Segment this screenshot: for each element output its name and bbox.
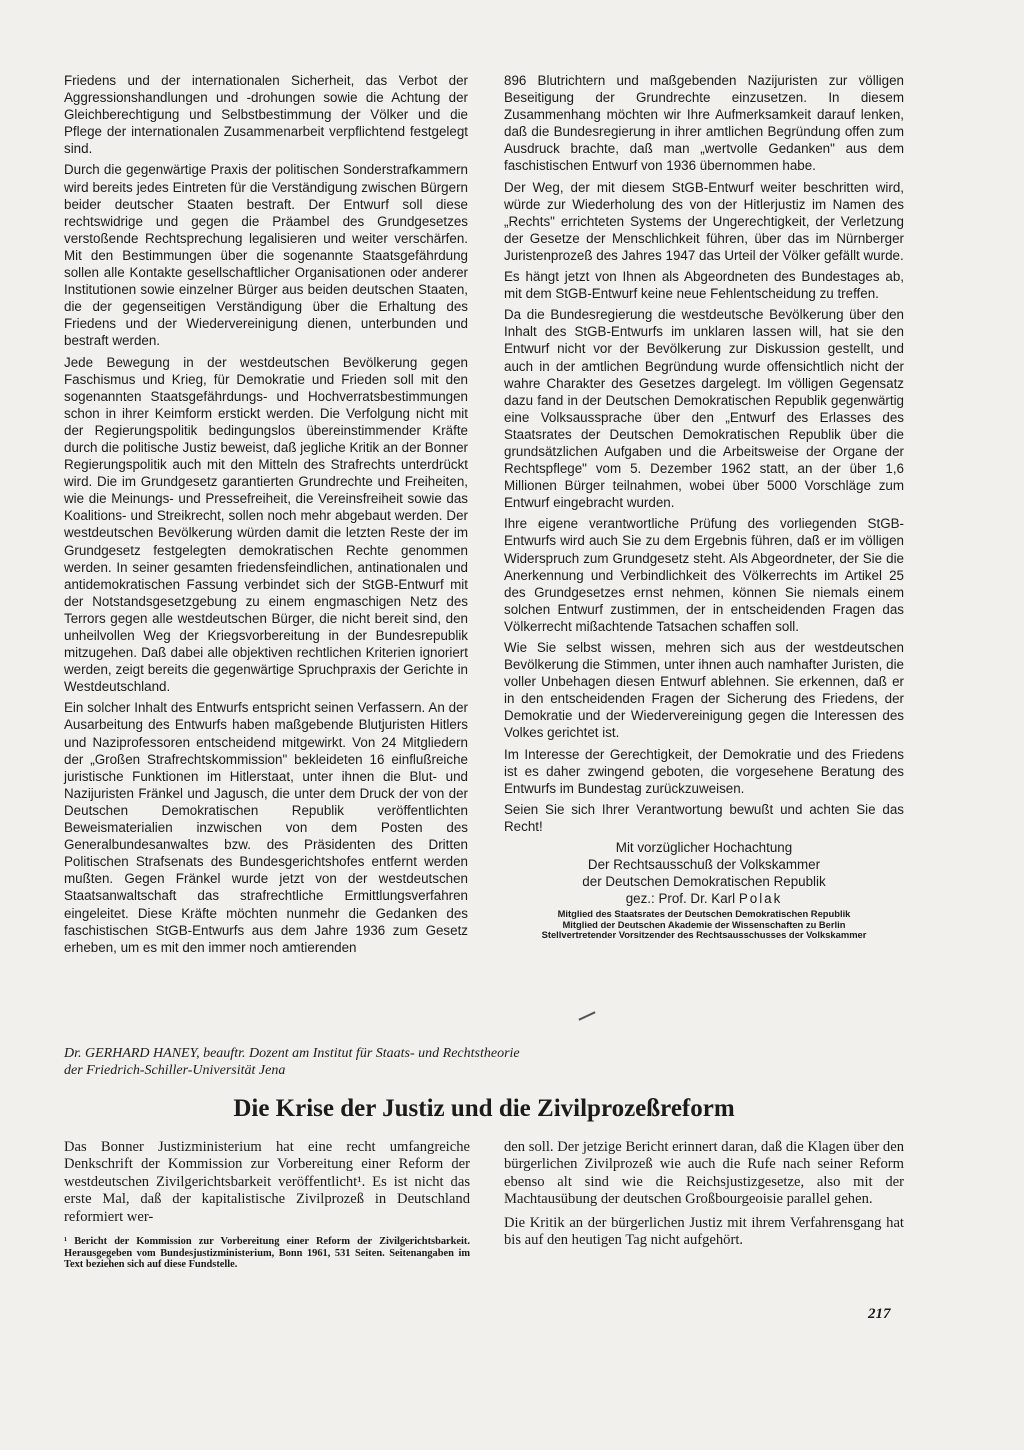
paragraph: Die Kritik an der bürgerlichen Justiz mit ihrem Verfahrensgang hat bis auf den heutigen Tag nicht aufgehört. — [504, 1214, 904, 1249]
paragraph: Im Interesse der Gerechtigkeit, der Demokratie und des Friedens ist es daher zwingend geboten, die vorgesehene Beratung des Entwurfs im Bundestag zurückzuweisen. — [504, 746, 904, 796]
paragraph: Der Weg, der mit diesem StGB-Entwurf weiter beschritten wird, würde zur Wiederholung des von der Hitlerjustiz im Namen des „Rechts" errichteten Systems der Ungerechtigkeit, der Verletzung der Gesetze der Menschlichkeit führen, über das im Nürnberger Juristenprozeß des Jahres 1947 das Urteil der Völker gefällt wurde. — [504, 179, 904, 263]
signature-title: Stellvertretender Vorsitzender des Rechtsausschusses der Volkskammer — [541, 929, 867, 941]
signature-title: Mitglied der Deutschen Akademie der Wissenschaften zu Berlin — [562, 918, 846, 930]
signature-block — [504, 839, 904, 941]
byline-line: Dr. GERHARD HANEY, beauftr. Dozent am Institut für Staats- und Rechtstheorie — [64, 1046, 520, 1061]
paragraph: Ihre eigene verantwortliche Prüfung des vorliegenden StGB-Entwurfs wird auch Sie zu dem Ergebnis führen, daß er im völligen Widerspruch zum Grundgesetz steht. Als Abgeordneter, der Sie die Anerkennung und Verbindlichkeit des Völkerrechts im Artikel 25 des Grundgesetzes ernst nehmen, können Sie niemals einem solchen Entwurf zustimmen, der in entscheidenden Fragen das Völkerrecht mißachtende Tatsachen schaffen soll. — [504, 516, 904, 634]
left-column-bottom — [64, 1139, 470, 1277]
paragraph: Ein solcher Inhalt des Entwurfs entspricht seinen Verfassern. An der Ausarbeitung des Entwurfs haben maßgebende Blutjuristen Hitlers und Naziprofessoren entscheidend mitgewirkt. Von 24 Mitgliedern der „Großen Strafrechtskommission" bekleideten 16 einflußreiche juristische Funktionen im Hitlerstaat, unter ihnen die Blut- und Nazijuristen Fränkel und Jagusch, die unter dem Druck der von der Deutschen Demokratischen Republik veröffentlichten Beweismaterialien inzwischen von dem Posten des Generalbundesanwaltes bzw. des Präsidenten des Dritten Politischen Strafsenats des Bundesgerichtshofes entfernt werden mußten. Gegen Fränkel wurde jetzt von der westdeutschen Staatsanwaltschaft das strafrechtliche Ermittlungsverfahren eingeleitet. Diese Kräfte möchten nunmehr die Gedanken des faschistischen StGB-Entwurfs aus dem Jahre 1936 zum Gesetz erheben, um es mit den immer noch amtierenden — [64, 700, 468, 955]
signature-org-line: der Deutschen Demokratischen Republik — [582, 874, 826, 890]
right-column-top — [504, 72, 904, 941]
paragraph: den soll. Der jetzige Bericht erinnert daran, daß die Klagen über den bürgerlichen Zivilprozeß wie auch die Rufe nach seiner Reform ebenso alt sind wie die Reichsjustizgesetze, also mit der Machtausübung der deutschen Großbourgeoisie parallel gehen. — [504, 1139, 904, 1208]
paragraph: Das Bonner Justizministerium hat eine recht umfangreiche Denkschrift der Kommission zur Vorbereitung einer Reform der westdeutschen Zivilgerichtsbarkeit veröffentlicht¹. Es ist nicht das erste Mal, daß der kapitalistische Zivilprozeß in Deutschland reformiert wer- — [64, 1139, 470, 1225]
footnote: ¹ Bericht der Kommission zur Vorbereitung einer Reform der Zivilgerichtsbarkeit. Herausgegeben vom Bundesjustizministerium, Bonn 1961, 531 Seiten. Seitenangaben im Text beziehen sich auf diese Fundstelle. — [64, 1236, 470, 1271]
paragraph: Da die Bundesregierung die westdeutsche Bevölkerung über den Inhalt des StGB-Entwurfs im unklaren lassen will, hat sie den Entwurf nicht vor der Bevölkerung zur Diskussion gestellt, und auch in der amtlichen Begründung wurde offensichtlich nicht der wahre Charakter des Gesetzes dargelegt. Im völligen Gegensatz dazu fand in der Deutschen Demokratischen Republik gegenwärtig eine Volksaussprache über den „Entwurf des Erlasses des Staatsrates der Deutschen Demokratischen Republik über die grundsätzlichen Aufgaben und die Arbeitsweise der Organe der Rechtspflege" vom 5. Dezember 1962 statt, an der über 1,6 Millionen Bürger teilnahmen, wobei über 5000 Vorschläge zum Entwurf eingebracht wurden. — [504, 307, 904, 511]
pen-mark — [578, 1011, 595, 1020]
signature-name: Polak — [738, 891, 783, 907]
right-column-bottom — [504, 1139, 904, 1255]
paragraph: Wie Sie selbst wissen, mehren sich aus der westdeutschen Bevölkerung die Stimmen, unter ihnen auch namhafter Juristen, die voller Unbehagen diesen Entwurf ablehnen. Sie erkennen, daß er in den entscheidenden Fragen der Sicherung des Friedens, der Demokratie und der Wiedervereinigung gegen die Interessen des Volkes gerichtet ist. — [504, 640, 904, 741]
left-column-top — [64, 72, 468, 960]
paragraph: Friedens und der internationalen Sicherheit, das Verbot der Aggressionshandlungen und -drohungen sowie die Achtung der Gleichberechtigung und Selbstbestimmung der Völker und die Pflege der internationalen Zusammenarbeit verpflichtend festgelegt sind. — [64, 73, 468, 157]
byline-line: der Friedrich-Schiller-Universität Jena — [64, 1063, 286, 1078]
signature-closing: Mit vorzüglicher Hochachtung — [615, 840, 793, 856]
paragraph: Seien Sie sich Ihrer Verantwortung bewußt und achten Sie das Recht! — [504, 801, 904, 834]
paragraph: Durch die gegenwärtige Praxis der politischen Sonderstrafkammern wird bereits jedes Eintreten für die Verständigung zwischen Bürgern beider deutscher Staaten bestraft. Der Entwurf soll diese rechtswidrige und gegen die Präambel des Grundgesetzes verstoßende Rechtsprechung legalisieren und weiter verschärfen. Mit den Bestimmungen über die sogenannte Staatsgefährdung sollen alle Kontakte gesellschaftlicher Organisationen oder anderer Institutionen sowie einzelner Bürger aus beiden deutschen Staaten, die der gegenseitigen Verständigung über die Erhaltung des Friedens und der Wiedervereinigung dienen, unterbunden und bestraft werden. — [64, 162, 468, 349]
author-byline — [64, 1045, 944, 1079]
page-number: 217 — [868, 1306, 891, 1322]
article-title: Die Krise der Justiz und die Zivilprozeßreform — [233, 1095, 735, 1122]
signature-title: Mitglied des Staatsrates der Deutschen Demokratischen Republik — [557, 908, 851, 920]
signature-prefix: gez.: Prof. Dr. Karl — [625, 891, 739, 907]
paragraph: 896 Blutrichtern und maßgebenden Nazijuristen zur völligen Beseitigung der Grundrechte einzusetzen. In diesem Zusammenhang möchten wir Ihre Aufmerksamkeit darauf lenken, daß die Bundesregierung in ihrer amtlichen Begründung offen zum Ausdruck brachte, daß man „wertvolle Gedanken" aus dem faschistischen Entwurf von 1936 übernommen habe. — [504, 73, 904, 174]
paragraph: Es hängt jetzt von Ihnen als Abgeordneten des Bundestages ab, mit dem StGB-Entwurf keine neue Fehlentscheidung zu treffen. — [504, 269, 904, 302]
paragraph: Jede Bewegung in der westdeutschen Bevölkerung gegen Faschismus und Krieg, für Demokratie und Frieden soll mit den sogenannten Staatsgefährdungs- und Hochverratsbestimmungen schon in ihrer Keimform erstickt werden. Die Verfolgung nicht mit der Regierungspolitik bedingungslos übereinstimmender Kräfte durch die politische Justiz beweist, daß jegliche Kritik an der Bonner Regierungspolitik auch mit den Mitteln des Strafrechts unterdrückt wird. Die im Grundgesetz garantierten Grundrechte und Freiheiten, wie die Meinungs- und Pressefreiheit, die Vereinsfreiheit sowie das Koalitions- und Streikrecht, sollen noch mehr abgebaut werden. Der westdeutschen Bevölkerung würden damit die letzten Reste der im Grundgesetz festgelegten demokratischen Rechte genommen werden. In seiner gesamten friedensfeindlichen, antinationalen und antidemokratischen Fassung verbindet sich der StGB-Entwurf mit der Notstandsgesetzgebung zu einem engmaschigen Netz des Terrors gegen alle westdeutschen Bürger, die nicht bereit sind, den unheilvollen Weg der Kriegsvorbereitung in der Bundesrepublik mitzugehen. Daß dabei alle objektiven rechtlichen Kriterien ignoriert werden, zeigt bereits die gegenwärtige Spruchpraxis der Gerichte in Westdeutschland. — [64, 354, 468, 695]
signature-signed — [504, 890, 904, 907]
signature-org-line: Der Rechtsausschuß der Volkskammer — [587, 857, 821, 873]
